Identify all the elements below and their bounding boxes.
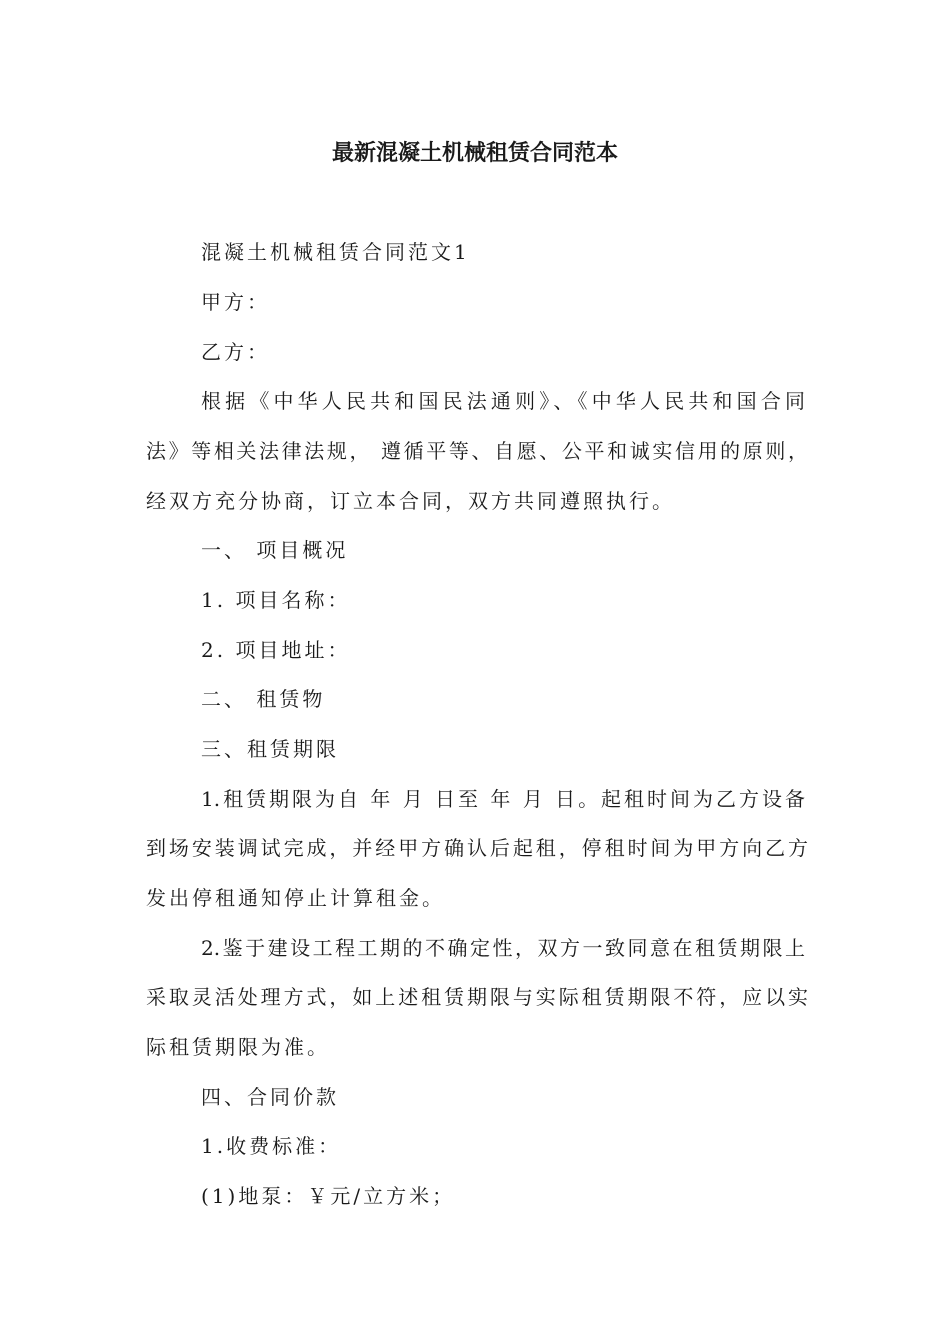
paragraph-line: 混凝土机械租赁合同范文1	[201, 240, 470, 264]
paragraph-line: 2. 项目地址：	[201, 638, 351, 662]
paragraph-line: 到场安装调试完成，并经甲方确认后起租，停租时间为甲方向乙方	[146, 836, 808, 860]
paragraph-line: 法》等相关法律法规， 遵循平等、自愿、公平和诚实信用的原则，	[146, 439, 808, 463]
paragraph-line: 际租赁期限为准。	[146, 1035, 330, 1059]
paragraph-line: (1)地泵：￥元/立方米；	[201, 1184, 456, 1208]
section-heading: 二、 租赁物	[201, 687, 326, 711]
paragraph-line: 经双方充分协商，订立本合同，双方共同遵照执行。	[146, 489, 675, 513]
paragraph-line: 1.租赁期限为自 年 月 日至 年 月 日。起租时间为乙方设备	[201, 787, 805, 811]
paragraph-line: 根据《中华人民共和国民法通则》、《中华人民共和国合同	[201, 389, 805, 413]
section-heading: 一、 项目概况	[201, 538, 349, 562]
paragraph-line: 1. 项目名称：	[201, 588, 351, 612]
document-title: 最新混凝土机械租赁合同范本	[331, 141, 618, 166]
section-heading: 三、租赁期限	[201, 737, 339, 761]
paragraph-line: 采取灵活处理方式，如上述租赁期限与实际租赁期限不符，应以实	[146, 985, 808, 1009]
paragraph-line: 乙方：	[201, 340, 270, 364]
section-heading: 四、合同价款	[201, 1085, 339, 1109]
paragraph-line: 2.鉴于建设工程工期的不确定性，双方一致同意在租赁期限上	[201, 936, 805, 960]
paragraph-line: 1.收费标准：	[201, 1134, 342, 1158]
paragraph-line: 甲方：	[201, 290, 270, 314]
paragraph-line: 发出停租通知停止计算租金。	[146, 886, 445, 910]
